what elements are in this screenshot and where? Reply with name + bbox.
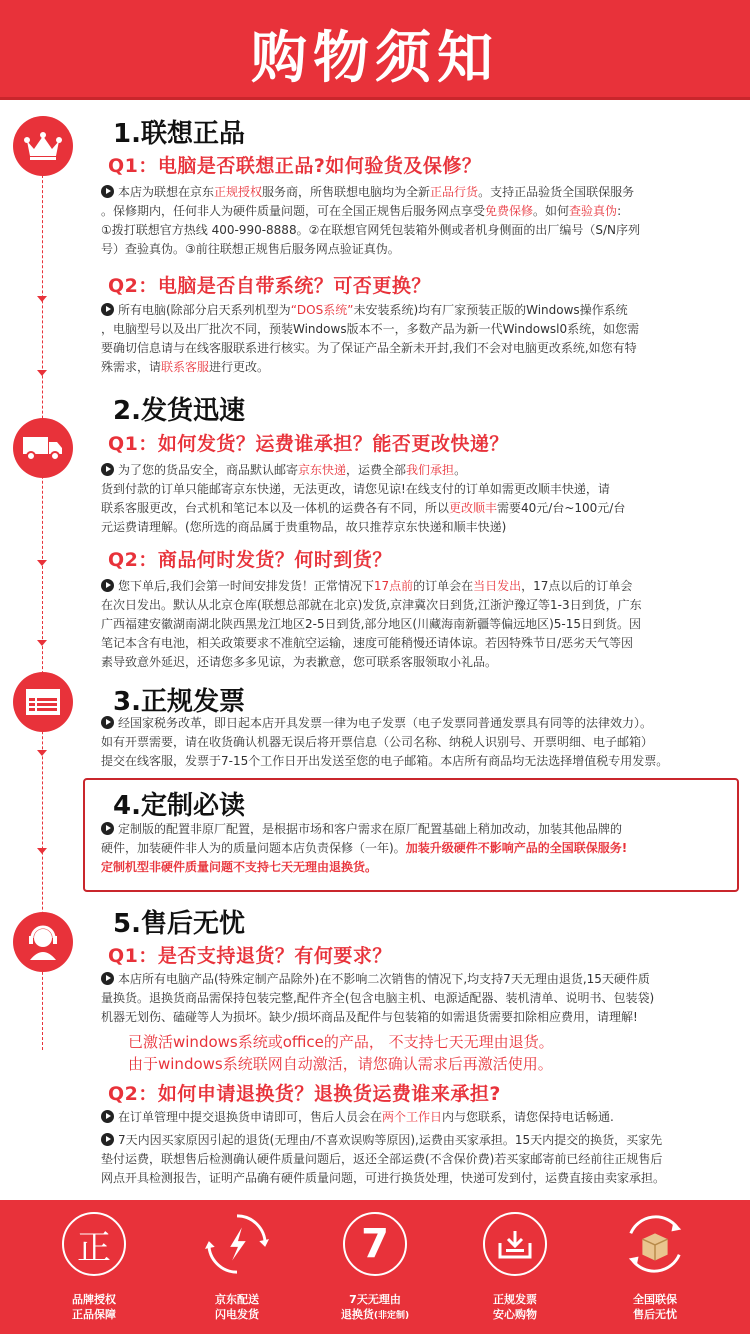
text-line [101,202,741,221]
timeline-arrow [37,640,47,646]
body-text: 提交在线客服，发票于7-15个工作日开出发送至您的电子邮箱。本店所有商品均无法选择增值税专用发票。 [101,754,669,768]
timeline-arrow [37,560,47,566]
body-text: 。保修期内，任何非人为硬件质量问题，可在全国正规售后服务网点享受 [101,204,486,218]
play-bullet-icon [101,716,114,729]
body-text: 服务商，所售联想电脑均为全新 [262,185,431,199]
section-title-invoice: 3.正规发票 [113,687,245,717]
body-text: ，17点以后的订单会 [521,579,633,593]
text-line [101,221,741,240]
text-line [101,1008,741,1027]
section-title-genuine: 1.联想正品 [113,119,245,149]
text-line [101,858,731,877]
customer-service-icon [23,922,63,962]
section-title-custom: 4.定制必读 [113,791,245,821]
body-text: 货到付款的订单只能邮寄京东快递，无法更改，请您见谅!在线支付的订单如需更改顺丰快递，请 [101,482,610,496]
timeline-arrow [37,848,47,854]
text-line [101,1131,741,1150]
body-text: 定制版的配置非原厂配置，是根据市场和客户需求在原厂配置基础上稍加改动，加装其他品牌的 [118,822,623,836]
body-text: 在订单管理中提交退换货申请即可，售后人员会在 [118,1110,383,1124]
body-text: 在次日发出。默认从北京仓库(联想总部就在北京)发货,京津冀次日到货,江浙沪豫辽等1-3日到货，广东 [101,598,642,612]
play-bullet-icon [101,303,114,316]
body-text: 7天内因买家原因引起的退货(无理由/不喜欢误购等原因),运费由买家承担。15天内提交的换货，买家先 [118,1133,663,1147]
highlight-text: 当日发出 [473,579,522,593]
paragraph-return-apply [101,1108,741,1127]
highlight-text: 两个工作日 [382,1110,443,1124]
body-text: 机器无划伤、磕碰等人为损坏。缺少/损坏商品及配件与包装箱的如需退货需要扣除相应费用，请理解! [101,1010,638,1024]
body-text: 需要40元/台~100元/台 [497,501,626,515]
seven-glyph: 7 [361,1221,389,1267]
text-line [101,240,741,259]
body-text: 网点开具检测报告，证明产品确有硬件质量问题，可进行换货处理，快递可发到付，运费直接由卖家承担。 [101,1171,666,1185]
footer-label: 退换货 [340,1308,374,1321]
body-text: 为了您的货品安全，商品默认邮寄 [118,463,299,477]
authorized-glyph: 正 [77,1227,111,1268]
paragraph-genuine [101,183,741,259]
text-line [101,301,741,320]
paragraph-return-cost [101,1131,741,1188]
seven-days-icon [343,1212,407,1276]
highlight-text: “DOS系统” [290,303,354,317]
authorized-icon [62,1212,126,1276]
body-text: : [617,204,622,218]
body-text: 所有电脑(除部分启天系列机型为 [118,303,291,317]
text-line [101,480,741,499]
document-icon [25,688,61,716]
body-text: 殊需求，请 [101,360,162,374]
body-text: 如有开票需要，请在收货确认机器无误后将开票信息（公司名称、纳税人识别号、开票明细、电子邮箱） [101,735,654,749]
footer-label: 正品保障 [72,1308,116,1321]
highlight-text: 正规授权 [214,185,263,199]
body-text: 未安装系统)均有厂家预装正版的Windows操作系统 [353,303,628,317]
text-line [101,733,741,752]
text-line [101,989,741,1008]
highlight-text: 加装升级硬件不影响产品的全国联保服务! [405,841,628,855]
footer-item-shipping [177,1212,297,1322]
warranty-box-icon [623,1212,687,1276]
service-circle [13,912,73,972]
paragraph-delivery-time [101,577,741,672]
text-line [101,183,741,202]
highlight-text: 查验真伪 [569,204,618,218]
text-line [101,320,741,339]
body-text: 。支持正品验货全国联保服务 [478,185,635,199]
text-line [101,518,741,537]
highlight-text: 更改顺丰 [449,501,498,515]
invoice-circle [13,672,73,732]
note-activated: 已激活windows系统或office的产品， 不支持七天无理由退货。 [128,1033,554,1051]
body-text: 笔记本含有电池，相关政策要求不准航空运输，速度可能稍慢还请体谅。若因特殊节日/恶劣天气等因 [101,636,634,650]
question-delivery-time: Q2：商品何时发货？何时到货？ [108,549,392,571]
text-line [101,339,741,358]
crown-icon [24,131,62,161]
body-text: 的订单会在 [413,579,474,593]
highlight-text: 定制机型非硬件质量问题不支持七天无理由退换货。 [101,860,378,874]
play-bullet-icon [101,1110,114,1123]
footer-label: 7天无理由 [349,1293,401,1306]
footer-guarantees [0,1200,750,1334]
footer-label: 闪电发货 [215,1308,259,1321]
play-bullet-icon [101,822,114,835]
section-title-shipping: 2.发货迅速 [113,396,245,426]
timeline-arrow [37,370,47,376]
play-bullet-icon [101,1133,114,1146]
text-line [101,577,741,596]
play-bullet-icon [101,463,114,476]
timeline-arrow [37,296,47,302]
text-line [101,1108,741,1127]
text-line [101,752,741,771]
highlight-text: 我们承担 [406,463,455,477]
text-line [101,499,741,518]
highlight-text: 正品行货 [430,185,479,199]
paragraph-custom [101,820,731,877]
paragraph-invoice [101,714,741,771]
footer-label: 全国联保 [633,1293,677,1306]
body-text: 要确切信息请与在线客服联系进行核实。为了保证产品全新未开封,我们不会对电脑更改系统,如您有特 [101,341,637,355]
footer-item-invoice [455,1212,575,1322]
text-line [101,970,741,989]
crown-circle [13,116,73,176]
play-bullet-icon [101,972,114,985]
highlight-text: 联系客服 [161,360,210,374]
footer-label: 售后无忧 [633,1308,677,1321]
text-line [101,839,731,858]
paragraph-return [101,970,741,1027]
paragraph-shipping-method [101,461,741,537]
text-line [101,358,741,377]
body-text: 量换货。退换货商品需保持包装完整,配件齐全(包含电脑主机、电源适配器、装机清单、说明书、包装袋) [101,991,655,1005]
body-text: 号）查验真伪。③前往联想正规售后服务网点验证真伪。 [101,242,400,256]
note-activation: 由于windows系统联网自动激活，请您确认需求后再激活使用。 [128,1055,553,1073]
footer-label: 安心购物 [493,1308,537,1321]
question-system: Q2：电脑是否自带系统？可否更换？ [108,275,431,297]
body-text: 。 [454,463,467,477]
play-bullet-icon [101,579,114,592]
question-shipping-method: Q1：如何发货？运费谁承担？能否更改快递？ [108,433,509,455]
footer-label: 京东配送 [215,1293,259,1306]
highlight-text: 17点前 [373,579,414,593]
text-line [101,596,741,615]
text-line [101,1169,741,1188]
footer-label: 品牌授权 [72,1293,116,1306]
paragraph-system [101,301,741,377]
question-genuine: Q1：电脑是否联想正品?如何验货及保修？ [108,155,482,177]
header-banner [0,0,750,100]
body-text: 垫付运费，联想售后检测确认硬件质量问题后，返还全部运费(不含保价费)若买家邮寄前已经前往正规售后 [101,1152,663,1166]
text-line [101,461,741,480]
text-line [101,634,741,653]
body-text: 您下单后,我们会第一时间安排发货！正常情况下 [118,579,374,593]
body-text: 进行更改。 [209,360,270,374]
body-text: ①拨打联想官方热线 400-990-8888。②在联想官网凭包装箱外侧或者机身侧面的出厂编号（S/N序列 [101,223,640,237]
highlight-text: 免费保修 [485,204,534,218]
body-text: 素导致意外延迟，还请您多多见谅，为表歉意，您可联系客服领取小礼品。 [101,655,498,669]
body-text: 硬件，加装硬件非人为的质量问题本店负责保修（一年)。 [101,841,406,855]
body-text: 本店为联想在京东 [118,185,215,199]
footer-item-authorized [34,1212,154,1322]
footer-item-seven-days [315,1212,435,1324]
body-text: 本店所有电脑产品(特殊定制产品除外)在不影响二次销售的情况下,均支持7天无理由退货,15天硬件质 [118,972,650,986]
text-line [101,653,741,672]
body-text: 经国家税务改革，即日起本店开具发票一律为电子发票（电子发票同普通发票具有同等的法律效力）。 [118,716,653,730]
play-bullet-icon [101,185,114,198]
question-return: Q1：是否支持退货？有何要求？ [108,945,392,967]
body-text: 内与您联系，请您保持电话畅通. [442,1110,614,1124]
lightning-icon [205,1212,269,1276]
text-line [101,615,741,634]
truck-circle [13,418,73,478]
question-return-apply: Q2：如何申请退换货？退换货运费谁来承担? [108,1083,501,1105]
highlight-text: 京东快递 [298,463,347,477]
body-text: ，运费全部 [346,463,407,477]
section-title-aftersales: 5.售后无忧 [113,909,245,939]
footer-label-small: (非定制) [373,1311,410,1321]
body-text: 广西福建安徽湖南湖北陕西黑龙江地区2-5日到货,部分地区(川藏海南新疆等偏远地区)5-15日到货。因 [101,617,642,631]
body-text: ，电脑型号以及出厂批次不同，预装Windows版本不一，多数产品为新一代Windowsl0系统，如您需 [101,322,640,336]
text-line [101,714,741,733]
page-title: 购物须知 [251,26,499,91]
footer-label: 正规发票 [493,1293,537,1306]
body-text: 。如何 [533,204,570,218]
text-line [101,820,731,839]
body-text: 元运费请理解。(您所选的商品属于贵重物品，故只推荐京东快递和顺丰快递) [101,520,507,534]
text-line [101,1150,741,1169]
timeline-arrow [37,750,47,756]
body-text: 联系客服更改，台式机和笔记本以及一体机的运费各有不同，所以 [101,501,450,515]
footer-item-warranty [595,1212,715,1322]
truck-icon [22,434,64,462]
invoice-icon [483,1212,547,1276]
